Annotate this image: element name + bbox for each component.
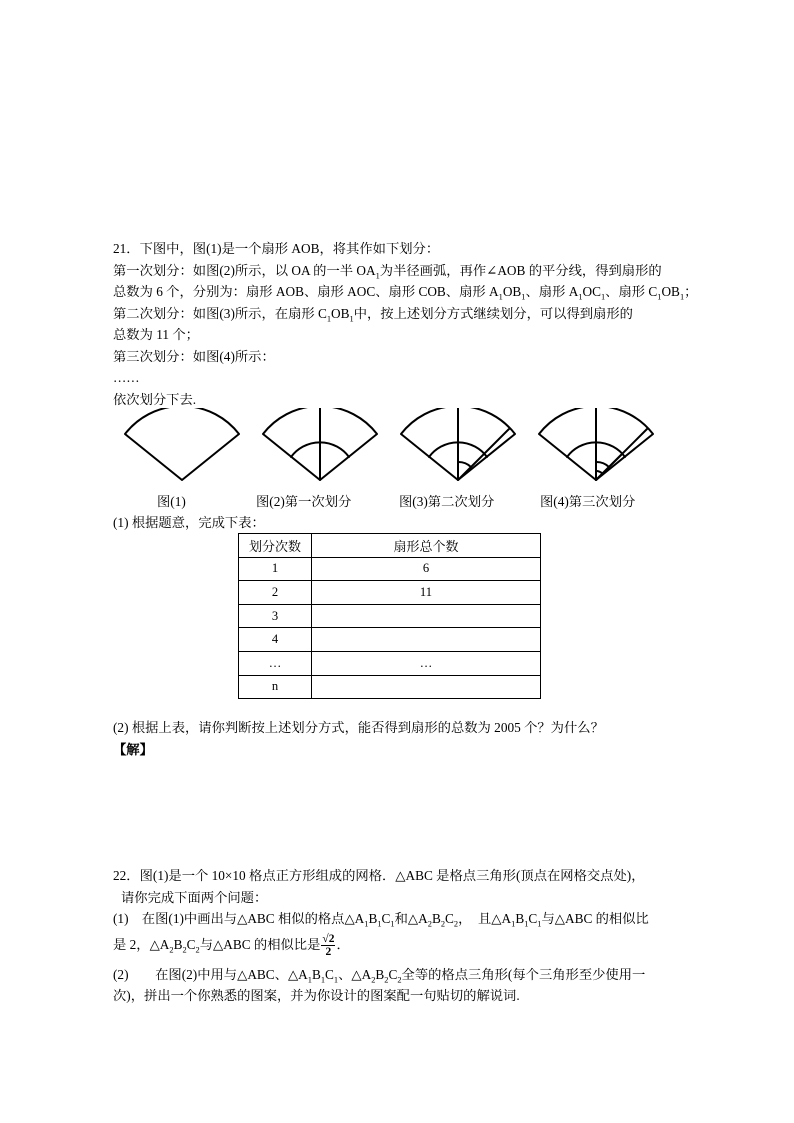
sector-diagram-2 [255,408,385,488]
subscript: 2 [384,975,389,985]
table-row [239,581,541,605]
subscript: 2 [371,975,376,985]
figure-group-sectors [113,408,693,488]
cell-times: 4 [239,628,312,652]
problem-21-line-1: 21．下图中，图(1)是一个扇形 AOB，将其作如下划分： [113,241,440,256]
problem-21-line-6: 第三次划分：如图(4)所示： [113,348,275,364]
cell-total-blank[interactable] [312,628,541,652]
problem-22-sub-q2-line-1: (2) 在图(2)中用与△ABC、$\triangle A_1B_1C_1$、$\triangle A_2B_2C_2$全等的格点三角形(每个三角形至少使用一 [113,966,646,985]
problem-21-sub-question-2 [113,717,693,760]
cell-times-ellipsis: … [239,651,312,675]
cell-times: n [239,675,312,699]
subscript: 2 [195,945,200,955]
division-count-table-wrap [238,533,541,699]
subscript: 1 [307,975,312,985]
figure-3-second-division [393,408,523,493]
subscript: 1 [511,919,516,929]
caption-figure-2: 图(2)第一次划分 [256,494,352,509]
figure-4-third-division [531,408,661,493]
subscript: 2 [397,975,402,985]
cell-total-ellipsis: … [312,651,541,675]
subscript: 1 [364,919,369,929]
subscript: 1 [320,975,326,985]
table-row [239,557,541,581]
sector-diagram-1 [117,408,247,488]
subscript: 1 [537,919,542,929]
cell-times: 1 [239,557,312,581]
subscript: 1 [521,292,526,302]
subscript: 1 [524,919,529,929]
figure-captions [113,491,693,511]
problem-22-sub-q2-line-2: 次)，拼出一个你熟悉的图案，并为你设计的图案配一句贴切的解说词. [113,988,520,1003]
problem-21-sub-q2-text: (2) 根据上表，请你判断按上述划分方式，能否得到扇形的总数为 2005 个？为什么？ [113,720,604,735]
problem-21-line-2: 第一次划分：如图(2)所示，以 OA 的一半 $OA_1$为半径画弧，再作∠AOB 的平分线，得到扇形的 [113,262,662,281]
division-count-table [238,533,541,699]
problem-22-sub-q1-line-2: 是 2，$\triangle A_2B_2C_2$与△ABC 的相似比是 $\frac{√2}{2}$ ． [113,932,350,958]
subscript: 2 [453,919,459,929]
subscript: 1 [375,271,380,281]
figure-1-plain-sector [117,408,247,493]
table-row [239,604,541,628]
subscript: 2 [427,919,432,929]
problem-22-statement [113,865,693,1007]
problem-21-statement [113,238,698,410]
subscript: 1 [333,975,339,985]
problem-22-sub-q1-line-1: (1) 在图(1)中画出与△ABC 相似的格点$\triangle A_1B_1C_1$和$\triangle A_2B_2C_2$， 且$\triangle A_1B_1C_1$与△ABC 的相似比 [113,911,649,929]
cell-total-blank[interactable] [312,604,541,628]
problem-21-line-7-ellipsis: …… [113,370,140,385]
sector-diagram-4 [531,408,661,488]
cell-total: 11 [312,581,541,605]
table-header-row [239,534,541,558]
caption-figure-1: 图(1) [157,494,186,509]
cell-times: 2 [239,581,312,605]
table-header-times: 划分次数 [239,534,312,558]
subscript: 1 [578,292,583,302]
subscript: 2 [169,945,174,955]
cell-times: 3 [239,604,312,628]
table-row [239,628,541,652]
problem-21-line-3: 总数为 6 个，分别为：扇形 AOB、扇形 AOC、扇形 COB、扇形 $A_1OB_1$、扇形 $A_1OC_1$、扇形 $C_1OB_1$； [113,284,698,302]
problem-21-sub-question-1 [113,512,693,534]
subscript: 1 [390,919,395,929]
subscript: 1 [600,292,606,302]
answer-marker: 【解】 [113,741,153,757]
sector-diagram-3 [393,408,523,488]
subscript: 1 [679,292,685,302]
problem-22-line-1: 22．图(1)是一个 10×10 格点正方形组成的网格．△ABC 是格点三角形(顶点在网格交点处)， [113,868,645,883]
subscript: 1 [326,314,332,324]
problem-21-line-5: 总数为 11 个； [113,327,199,342]
figure-2-first-division [255,408,385,493]
table-row [239,675,541,699]
subscript: 2 [182,945,187,955]
subscript: 1 [657,292,662,302]
subscript: 1 [498,292,503,302]
table-header-total: 扇形总个数 [312,534,541,558]
caption-figure-4: 图(4)第三次划分 [540,494,636,509]
subscript: 1 [377,919,382,929]
subscript: 2 [440,919,445,929]
problem-22-line-2: 请你完成下面两个问题： [121,889,268,905]
caption-figure-3: 图(3)第二次划分 [399,494,495,509]
problem-21-line-4: 第二次划分：如图(3)所示，在扇形 $C_1OB_1$中，按上述划分方式继续划分，可以得到扇形的 [113,305,633,324]
subscript: 1 [349,314,354,324]
problem-21-line-8: 依次划分下去. [113,391,197,407]
cell-total-blank[interactable] [312,675,541,699]
fraction-sqrt2-over-2 [321,933,335,958]
fraction-denominator: 2 [325,945,332,958]
fraction-numerator: √2 [322,932,335,945]
table-row [239,651,541,675]
problem-21-sub-q1-text: (1) 根据题意，完成下表： [113,515,265,530]
cell-total: 6 [312,557,541,581]
